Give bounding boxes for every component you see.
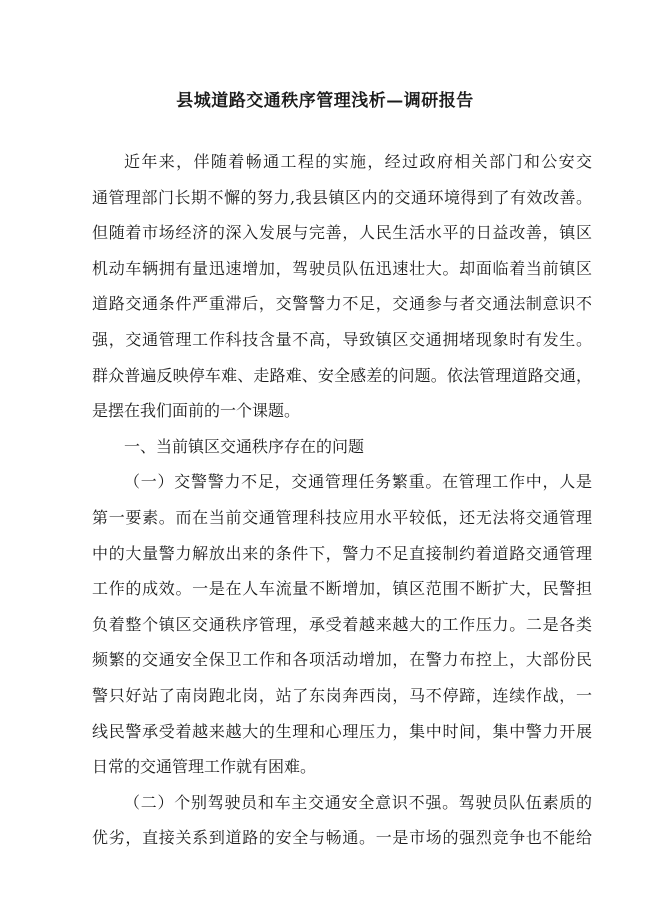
paragraph-line: 线民警承受着越来越大的生理和心理压力，集中时间，集中警力开展 — [92, 721, 592, 741]
page-title: 县城道路交通秩序管理浅析—调研报告 — [176, 91, 474, 111]
paragraph-line: 道路交通条件严重滞后，交警警力不足，交通参与者交通法制意识不 — [92, 294, 592, 314]
paragraph-line: 日常的交通管理工作就有困难。 — [92, 757, 317, 777]
paragraph-line: 强，交通管理工作科技含量不高，导致镇区交通拥堵现象时有发生。 — [92, 329, 592, 349]
paragraph-line: 机动车辆拥有量迅速增加，驾驶员队伍迅速壮大。却面临着当前镇区 — [92, 258, 592, 278]
paragraph-line: 近年来，伴随着畅通工程的实施，经过政府相关部门和公安交 — [124, 152, 592, 171]
paragraph-line: 频繁的交通安全保卫工作和各项活动增加，在警力布控上，大部份民 — [92, 650, 592, 670]
paragraph-line: 中的大量警力解放出来的条件下，警力不足直接制约着道路交通管理 — [92, 543, 592, 563]
paragraph-line: 优劣，直接关系到道路的安全与畅通。一是市场的强烈竞争也不能给 — [92, 828, 592, 848]
document-body — [92, 150, 592, 862]
paragraph-line: 负着整个镇区交通秩序管理，承受着越来越大的工作压力。二是各类 — [92, 614, 592, 634]
paragraph-line: 是摆在我们面前的一个课题。 — [92, 401, 301, 421]
paragraph-line: （二）个别驾驶员和车主交通安全意识不强。驾驶员队伍素质的 — [124, 792, 592, 812]
paragraph-line: 工作的成效。一是在人车流量不断增加，镇区范围不断扩大，民警担 — [92, 579, 592, 599]
paragraph-line: 通管理部门长期不懈的努力,我县镇区内的交通环境得到了有效改善。 — [92, 187, 592, 207]
paragraph-line: 但随着市场经济的深入发展与完善，人民生活水平的日益改善，镇区 — [92, 223, 592, 243]
paragraph-line: （一）交警警力不足，交通管理任务繁重。在管理工作中，人是 — [124, 472, 592, 492]
paragraph-line: 警只好站了南岗跑北岗，站了东岗奔西岗，马不停蹄，连续作战，一 — [92, 685, 592, 705]
paragraph-line: 第一要素。而在当前交通管理科技应用水平较低，还无法将交通管理 — [92, 507, 592, 527]
section-heading: 一、当前镇区交通秩序存在的问题 — [124, 436, 365, 456]
paragraph-line: 群众普遍反映停车难、走路难、安全感差的问题。依法管理道路交通， — [92, 365, 592, 385]
